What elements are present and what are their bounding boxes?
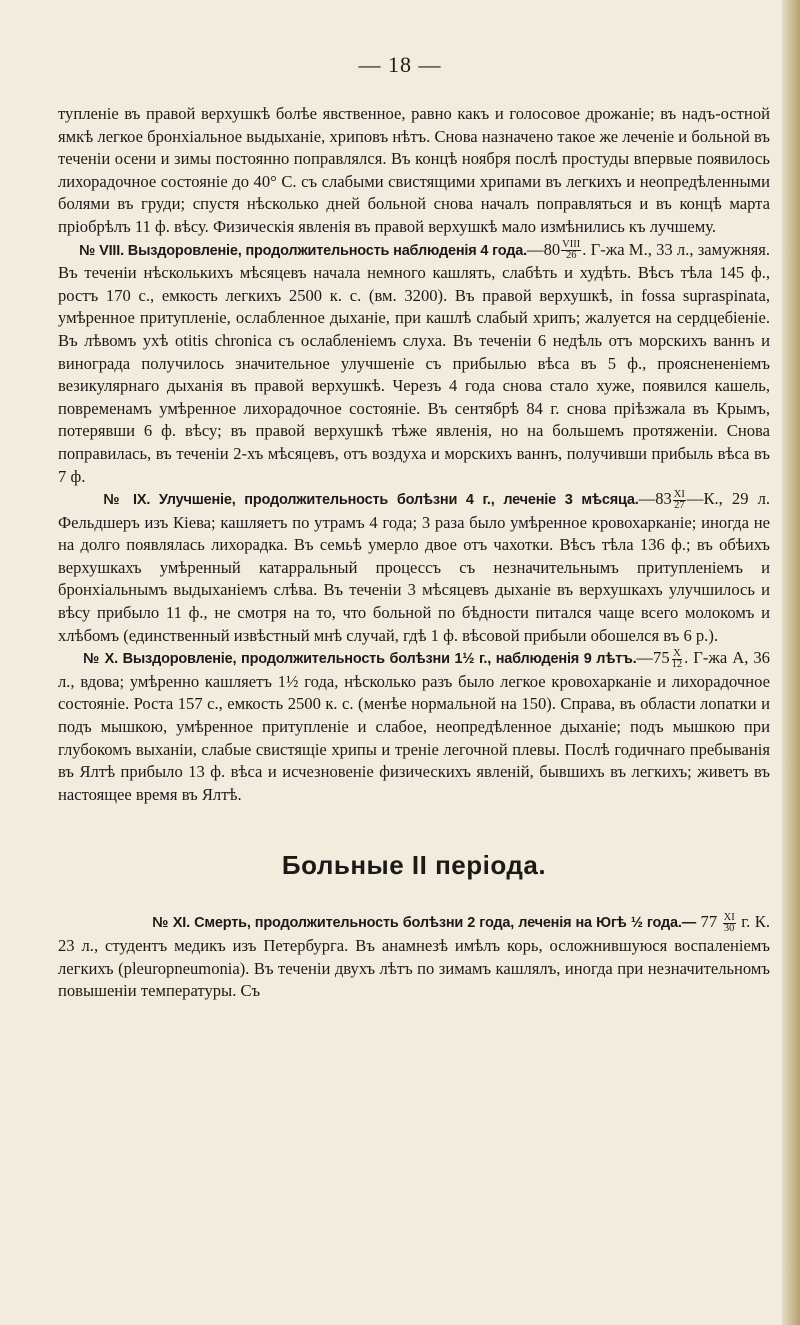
case-9-heading: № IX. Улучшеніе, продолжительность болѣзни 4 г., леченіе 3 мѣсяца. bbox=[103, 492, 639, 509]
case-10-text: . Г-жа А, 36 л., вдова; умѣренно кашляетъ 1½ года, нѣсколько разъ было легкое кровохарканіе и лихорадочное состояніе. Роста 157 с., емкость 2500 к. с. (менѣе нормальной на 150). Справа, въ области лопатки и подъ мышкою, умѣренное притупленіе и слабое, неопредѣленное дыханіе; подъ мышкою при глубокомъ выханіи, слабые свистящіе хрипы и треніе легочной плевы. Послѣ годичнаго пребыванія въ Ялтѣ прибыло 13 ф. вѣса и исчезновеніе физическихъ явленій, бывшихъ въ легкихъ; живетъ въ настоящее время въ Ялтѣ. bbox=[58, 648, 770, 804]
case-9-fraction bbox=[673, 490, 686, 511]
case-8-text: . Г-жа М., 33 л., замужняя. Въ теченіи нѣсколькихъ мѣсяцевъ начала немного кашлять, слабѣть и худѣть. Вѣсъ тѣла 145 ф., ростъ 170 с., емкость легкихъ 2500 к. с. (вм. 3200). Въ правой верхушкѣ, in fossa supraspinata, умѣренное притупленіе, ослабленное дыханіе, при кашлѣ слабый хрипъ; жалуется на сердцебіеніе. Въ лѣвомъ ухѣ otitis chronica съ ослабленіемъ слуха. Въ теченіи 6 недѣль отъ морскихъ ваннъ и винограда получилось значительное улучшеніе съ прибылью вѣса въ 5 ф., прояснененіемъ везикулярнаго дыханія въ правой верхушкѣ. Черезъ 4 года снова стало хуже, появился кашель, повременамъ умѣренное лихорадочное состояніе. Въ сентябрѣ 84 г. снова пріѣзжала въ Крымъ, потерявши 6 ф. вѣсу; въ правой верхушкѣ тѣже явленія, но на большемъ протяженіи. Снова поправилась, въ теченіи 2-хъ мѣсяцевъ, отъ воздуха и морскихъ ваннъ, получивши прибыль вѣса въ 7 ф. bbox=[58, 239, 770, 486]
case-9-text: —К., 29 л. Фельдшеръ изъ Кіева; кашляетъ по утрамъ 4 года; 3 раза было умѣренное кровохарканіе; иногда не на долго появлялась лихорадка. Въ семьѣ умерло двое отъ чахотки. Вѣсъ тѣла 136 ф.; въ обѣихъ верхушкахъ умѣренный катарральный процессъ съ незначительнымъ притупленіемъ и бронхіальнымъ выдыханіемъ слѣва. Въ теченіи 3 мѣсяцевъ дыханіе въ верхушкахъ улучшилось и вѣсу прибыло 11 ф., не смотря на то, что больной по бѣдности питался чаще всего молокомъ и хлѣбомъ (единственный извѣстный мнѣ случай, гдѣ 1 ф. вѣсовой прибыли обошелся въ 6 р.). bbox=[58, 489, 771, 645]
case-11-heading: № XI. Смерть, продолжительность болѣзни 2 года, леченія на Югѣ ½ года.— bbox=[152, 915, 697, 932]
case-8-fraction-denominator: 26 bbox=[565, 250, 577, 262]
case-9-fraction-numerator: XI bbox=[673, 488, 685, 500]
case-11-fraction bbox=[723, 913, 736, 934]
case-11-text: г. К. 23 л., студентъ медикъ изъ Петербурга. Въ анамнезѣ имѣлъ корь, осложнившуюся воспаленіемъ легкихъ (pleuropneumonia). Въ теченіи двухъ лѣтъ по зимамъ кашлялъ, иногда при незначительномъ повышеніи температуры. Съ bbox=[58, 912, 771, 1001]
case-8-fraction bbox=[561, 240, 581, 261]
section-title: Больные II періода. bbox=[281, 850, 547, 881]
case-10-fraction bbox=[671, 649, 684, 670]
case-11-fraction-denominator: 30 bbox=[723, 923, 735, 935]
case-10-fraction-denominator: 12 bbox=[671, 658, 683, 670]
case-8-paragraph bbox=[58, 239, 770, 489]
case-9-paragraph bbox=[58, 488, 770, 647]
case-10-fraction-numerator: X bbox=[673, 647, 681, 659]
case-9-code-prefix: —83 bbox=[638, 489, 672, 509]
case-10-code-prefix: —75 bbox=[636, 648, 670, 668]
case-8-code-prefix: —80 bbox=[526, 239, 561, 259]
page-edge-shadow bbox=[782, 0, 800, 1325]
case-9-fraction-denominator: 27 bbox=[674, 499, 685, 511]
case-8-fraction-numerator: VIII bbox=[562, 239, 581, 251]
case-11-fraction-numerator: XI bbox=[723, 912, 735, 924]
paragraph-continuation: тупленіе въ правой верхушкѣ болѣе явственное, равно какъ и голосовое дрожаніе; въ надъ-остной ямкѣ легкое бронхіальное выдыханіе, хриповъ нѣтъ. Снова назначено такое же леченіе и больной въ теченіи осени и зимы постоянно поправлялся. Въ концѣ ноября послѣ простуды впервые появилось лихорадочное состояніе до 40° С. съ слабыми свистящими хрипами въ легкихъ и неопредѣленными болями въ груди; спустя нѣсколько дней больной снова началъ поправляться и въ концѣ марта пріобрѣлъ 11 ф. вѣсу. Физическія явленія въ правой верхушкѣ мало измѣнились къ лучшему. bbox=[58, 104, 770, 236]
document-body bbox=[58, 103, 770, 1003]
case-10-heading: № X. Выздоровленіе, продолжительность болѣзни 1½ г., наблюденія 9 лѣтъ. bbox=[83, 651, 637, 668]
page-number: — 18 — bbox=[358, 52, 442, 77]
case-8-heading: № VIII. Выздоровленіе, продолжительность наблюденія 4 года. bbox=[79, 242, 527, 259]
case-11-code-prefix: 77 bbox=[700, 912, 718, 932]
case-10-paragraph bbox=[58, 647, 770, 806]
case-11-paragraph bbox=[58, 911, 770, 1002]
